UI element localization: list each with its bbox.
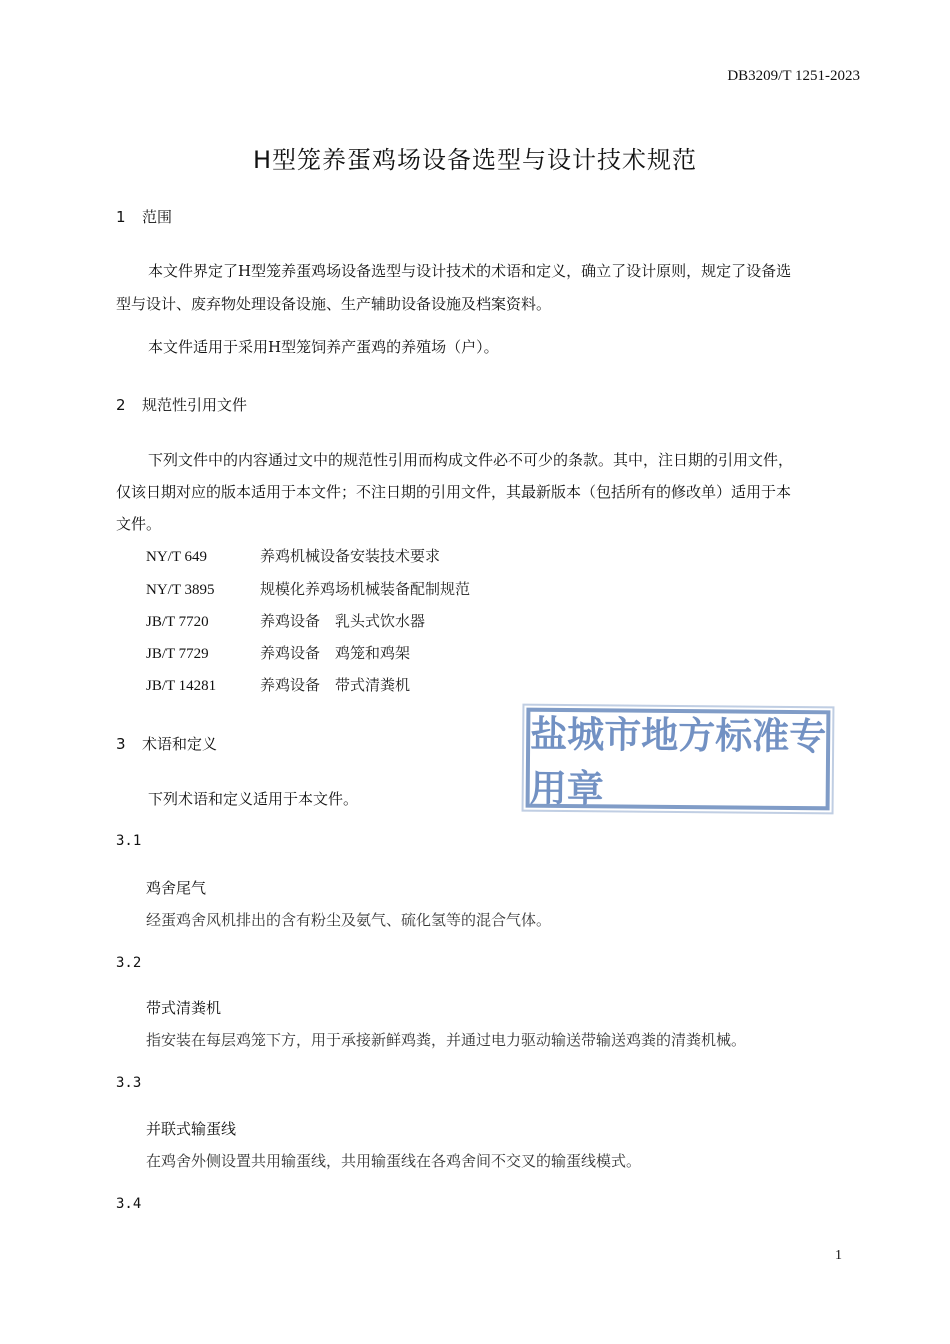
reference-title: 规模化养鸡场机械装备配制规范 <box>260 580 471 598</box>
section-3-paragraph-1: 下列术语和定义适用于本文件。 <box>148 790 359 808</box>
section-2-heading <box>116 394 247 415</box>
section-number: 3 <box>116 735 126 753</box>
reference-code: JB/T 7729 <box>146 646 209 662</box>
section-2-paragraph-1: 下列文件中的内容通过文中的规范性引用而构成文件必不可少的条款。其中，注日期的引用文件， <box>148 451 794 469</box>
term-number: 3.3 <box>116 1075 142 1091</box>
document-code: DB3209/T 1251-2023 <box>727 68 860 84</box>
page-number: 1 <box>835 1248 842 1263</box>
reference-item <box>146 578 470 599</box>
reference-title: 养鸡设备 乳头式饮水器 <box>260 612 426 630</box>
reference-code: JB/T 14281 <box>146 678 217 694</box>
reference-item <box>146 674 410 695</box>
term-definition: 在鸡舍外侧设置共用输蛋线，共用输蛋线在各鸡舍间不交叉的输蛋线模式。 <box>146 1152 642 1170</box>
term-name: 鸡舍尾气 <box>146 879 207 897</box>
page-title: H型笼养蛋鸡场设备选型与设计技术规范 <box>252 146 698 174</box>
reference-item <box>146 545 440 566</box>
section-title: 范围 <box>142 208 173 226</box>
reference-title: 养鸡机械设备安装技术要求 <box>260 547 441 565</box>
term-number: 3.2 <box>116 955 142 971</box>
section-3-heading <box>116 733 217 754</box>
section-1-paragraph-1-cont: 型与设计、废弃物处理设备设施、生产辅助设备设施及档案资料。 <box>116 295 552 313</box>
section-1-paragraph-1: 本文件界定了H型笼养蛋鸡场设备选型与设计技术的术语和定义，确立了设计原则，规定了设备选 <box>148 262 792 280</box>
reference-title: 养鸡设备 带式清粪机 <box>260 676 411 694</box>
term-definition: 指安装在每层鸡笼下方，用于承接新鲜鸡粪，并通过电力驱动输送带输送鸡粪的清粪机械。 <box>146 1031 747 1049</box>
reference-code: NY/T 649 <box>146 549 207 565</box>
reference-code: NY/T 3895 <box>146 582 215 598</box>
section-1-heading <box>116 206 172 227</box>
section-1-paragraph-2: 本文件适用于采用H型笼饲养产蛋鸡的养殖场（户）。 <box>148 338 499 356</box>
term-name: 并联式输蛋线 <box>146 1120 237 1138</box>
reference-title: 养鸡设备 鸡笼和鸡架 <box>260 644 411 662</box>
section-2-paragraph-1-cont: 仅该日期对应的版本适用于本文件；不注日期的引用文件，其最新版本（包括所有的修改单）适用于本 <box>116 483 792 501</box>
section-title: 规范性引用文件 <box>142 396 248 414</box>
reference-item <box>146 642 410 663</box>
section-number: 1 <box>116 208 126 226</box>
reference-code: JB/T 7720 <box>146 614 209 630</box>
term-number: 3.1 <box>116 833 142 849</box>
term-name: 带式清粪机 <box>146 999 222 1017</box>
reference-item <box>146 610 425 631</box>
section-title: 术语和定义 <box>142 735 218 753</box>
term-definition: 经蛋鸡舍风机排出的含有粉尘及氨气、硫化氢等的混合气体。 <box>146 911 552 929</box>
section-number: 2 <box>116 396 126 414</box>
official-seal-stamp: 盐城市地方标准专用章 <box>526 708 831 811</box>
section-2-paragraph-1-cont2: 文件。 <box>116 515 162 533</box>
term-number: 3.4 <box>116 1196 142 1212</box>
